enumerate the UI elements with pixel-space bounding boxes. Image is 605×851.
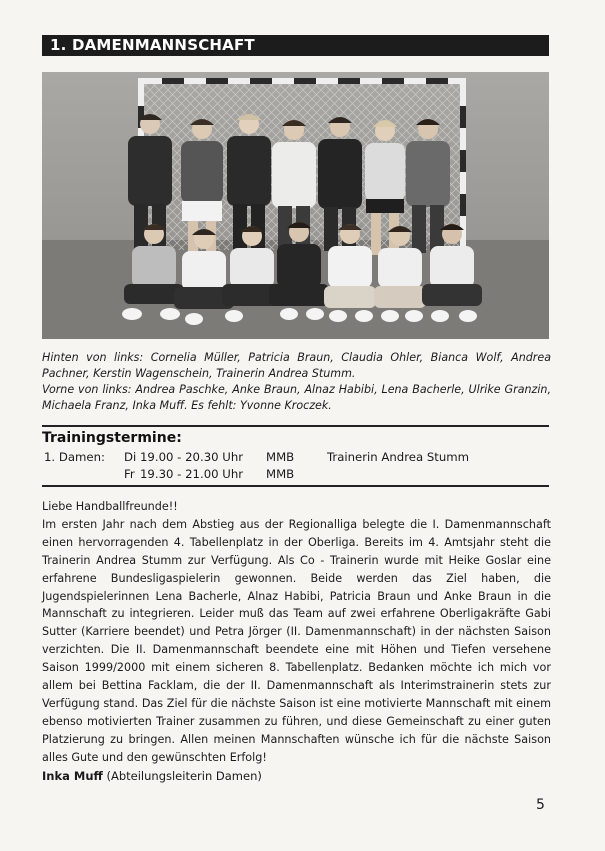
training-row: [42, 449, 549, 466]
training-time: 19.30 - 21.00 Uhr: [140, 467, 244, 481]
letter-body: Im ersten Jahr nach dem Abstieg aus der Regionalliga belegte die I. Damenmannschaft einen hervorragenden 4. Tabellenplatz in der Oberliga. Bereits im 4. Amtsjahr steht die Trainerin Andrea Stumm zur Verfügung. Als Co - Trainerin wurde mit Heike Goslar eine erfahrene Bundesligaspielerin gewonnen. Beide werden das Ziel haben, die Jugendspielerinnen Lena Bacherle, Alnaz Habibi, Patricia Braun und Anke Braun in die Mannschaft zu integrieren. Leider muß das Team auf zwei erfahrene Oberligakräfte Gabi Sutter (Karriere beendet) und Petra Jörger (II. Damenmannschaft) in der nächsten Saison verzichten. Die II. Damenmannschaft beendete eine mit Höhen und Tiefen versehene Saison 1999/2000 mit einem sicheren 8. Tabellenplatz. Bedanken möchte ich mich vor allem bei Bettina Facklam, die der II. Damenmannschaft als Interimstrainerin stets zur Verfügung stand. Das Ziel für die nächste Saison ist eine motivierte Mannschaft mit einem ebenso motivierten Trainer zusammen zu führen, und diese Gemeinschaft zu einer guten Platzierung zu bringen. Allen meinen Mannschaften wünsche ich für die nächste Saison alles Gute und den gewünschten Erfolg!: [42, 517, 551, 764]
signature: [42, 769, 262, 783]
section-title: 1. DAMENMANNSCHAFT: [42, 35, 549, 56]
training-schedule: [42, 449, 549, 483]
letter-greeting: Liebe Handballfreunde!!: [42, 500, 178, 513]
caption-front-row: Vorne von links: Andrea Paschke, Anke Braun, Alnaz Habibi, Lena Bacherle, Ulrike Granzin, Michaela Franz, Inka Muff. Es fehlt: Yvonne Kroczek.: [42, 383, 551, 412]
training-time: 19.00 - 20.30 Uhr: [140, 450, 244, 464]
team-photo: [42, 72, 549, 339]
training-row: [42, 466, 549, 483]
signature-role: (Abteilungsleiterin Damen): [106, 769, 262, 783]
training-team: 1. Damen:: [44, 450, 105, 464]
signature-name: Inka Muff: [42, 769, 103, 783]
training-place: MMB: [266, 450, 295, 464]
training-place: MMB: [266, 467, 295, 481]
divider-bottom: [42, 485, 549, 487]
divider-top: [42, 425, 549, 427]
training-day: Fr: [124, 467, 135, 481]
training-coach: Trainerin Andrea Stumm: [327, 450, 470, 464]
photo-caption: [42, 350, 551, 414]
training-heading: Trainingstermine:: [42, 430, 182, 446]
page-number: 5: [536, 797, 545, 813]
letter-text: [42, 498, 551, 767]
team-photo-icon: [42, 72, 549, 339]
caption-back-row: Hinten von links: Cornelia Müller, Patricia Braun, Claudia Ohler, Bianca Wolf, Andrea Pachner, Kerstin Wagenschein, Trainerin Andrea Stumm.: [42, 351, 551, 380]
training-day: Di: [124, 450, 137, 464]
